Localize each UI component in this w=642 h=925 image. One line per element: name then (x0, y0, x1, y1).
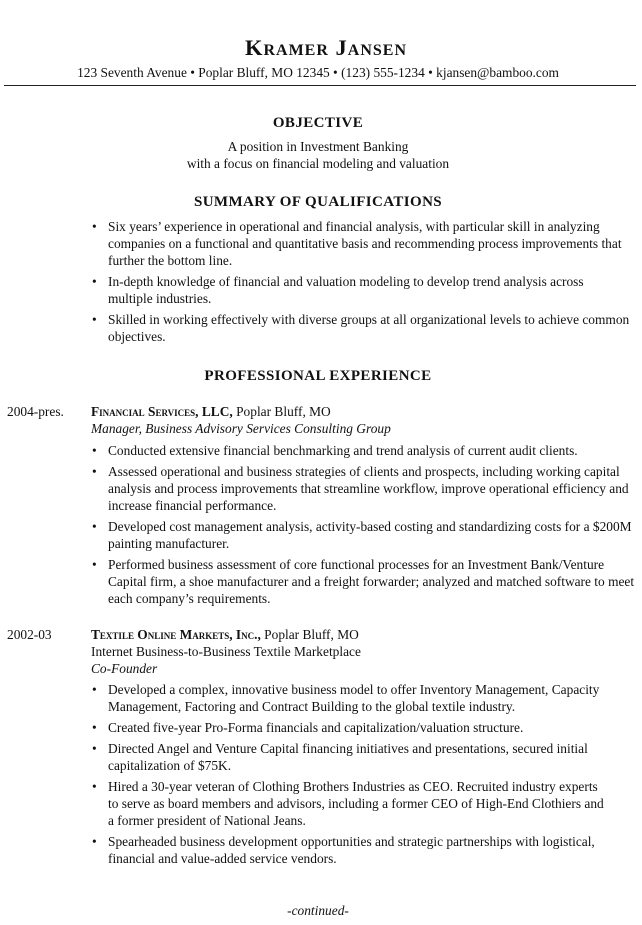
job-title: Manager, Business Advisory Services Consulting Group (91, 421, 391, 436)
list-item (91, 778, 611, 829)
bullet-icon: • (92, 779, 97, 794)
bullet-icon: • (92, 443, 97, 458)
company-name: Financial Services, LLC, (91, 404, 233, 419)
bullet-icon: • (92, 219, 97, 234)
bullet-icon: • (92, 274, 97, 289)
list-item-text: Skilled in working effectively with diverse groups at all organizational levels to achieve common objectives. (108, 312, 630, 344)
company-location: Poplar Bluff, MO (260, 627, 359, 642)
job-duties-list (91, 442, 636, 611)
list-item-text: Performed business assessment of core functional processes for an Investment Bank/Venture Capital firm, a shoe manufacturer and a freight forwarder; analyzed and matched software to meet each company’s requirements. (108, 557, 635, 606)
list-item-text: Developed cost management analysis, activity-based costing and standardizing costs for a $200M painting manufacturer. (108, 519, 632, 551)
job-company-line (91, 626, 359, 643)
bullet-icon: • (92, 464, 97, 479)
list-item (91, 311, 631, 345)
company-name: Textile Online Markets, Inc., (91, 627, 261, 642)
summary-heading: SUMMARY OF QUALIFICATIONS (193, 194, 443, 210)
bullet-icon: • (92, 312, 97, 327)
list-item (91, 218, 631, 269)
list-item-text: Assessed operational and business strategies of clients and prospects, including working capital analysis and process improvements that streamline workflow, improve operational efficiency and increase financial performance. (108, 464, 629, 513)
objective-text (0, 138, 636, 172)
bullet-icon: • (92, 557, 97, 572)
list-item (91, 463, 636, 514)
list-item (91, 719, 611, 736)
list-item-text: Conducted extensive financial benchmarking and trend analysis of current audit clients. (108, 443, 578, 458)
objective-line: with a focus on financial modeling and valuation (186, 156, 450, 171)
list-item-text: Developed a complex, innovative business model to offer Inventory Management, Capacity Management, Factoring and Contract Building to the global textile industry. (108, 682, 600, 714)
company-location: Poplar Bluff, MO (232, 404, 331, 419)
company-description: Internet Business-to-Business Textile Marketplace (91, 644, 361, 659)
list-item (91, 442, 636, 459)
header-divider (4, 85, 636, 86)
job-duties-list (91, 681, 611, 871)
list-item (91, 556, 636, 607)
experience-heading: PROFESSIONAL EXPERIENCE (204, 368, 432, 384)
list-item (91, 833, 611, 867)
list-item-text: Hired a 30-year veteran of Clothing Brothers Industries as CEO. Recruited industry experts to serve as board members and advisors, including a former CEO of High-End Clothiers and a former president of National Jeans. (108, 779, 604, 828)
contact-line: 123 Seventh Avenue • Poplar Bluff, MO 12345 • (123) 555-1234 • kjansen@bamboo.com (77, 65, 559, 80)
list-item (91, 740, 611, 774)
job-title: Co-Founder (91, 661, 158, 676)
list-item (91, 518, 636, 552)
bullet-icon: • (92, 834, 97, 849)
objective-heading: OBJECTIVE (272, 115, 364, 131)
objective-line: A position in Investment Banking (227, 139, 409, 154)
list-item-text: Spearheaded business development opportunities and strategic partnerships with logistical, financial and value-added service vendors. (108, 834, 595, 866)
job-company-line (91, 403, 331, 420)
bullet-icon: • (92, 720, 97, 735)
list-item (91, 681, 611, 715)
job-dates: 2004-pres. (7, 404, 64, 419)
list-item-text: In-depth knowledge of financial and valuation modeling to develop trend analysis across multiple industries. (108, 274, 584, 306)
list-item-text: Directed Angel and Venture Capital financing initiatives and presentations, secured initial capitalization of $75K. (108, 741, 588, 773)
list-item (91, 273, 631, 307)
list-item-text: Six years’ experience in operational and financial analysis, with particular skill in analyzing companies on a functional and quantitative basis and recommending process improvements that further the bottom line. (108, 219, 622, 268)
resume-name: Kramer Jansen (244, 35, 408, 60)
bullet-icon: • (92, 682, 97, 697)
summary-list (91, 218, 631, 349)
continued-footer: -continued- (287, 903, 349, 918)
list-item-text: Created five-year Pro-Forma financials and capitalization/valuation structure. (108, 720, 524, 735)
job-dates: 2002-03 (7, 627, 52, 642)
bullet-icon: • (92, 741, 97, 756)
bullet-icon: • (92, 519, 97, 534)
